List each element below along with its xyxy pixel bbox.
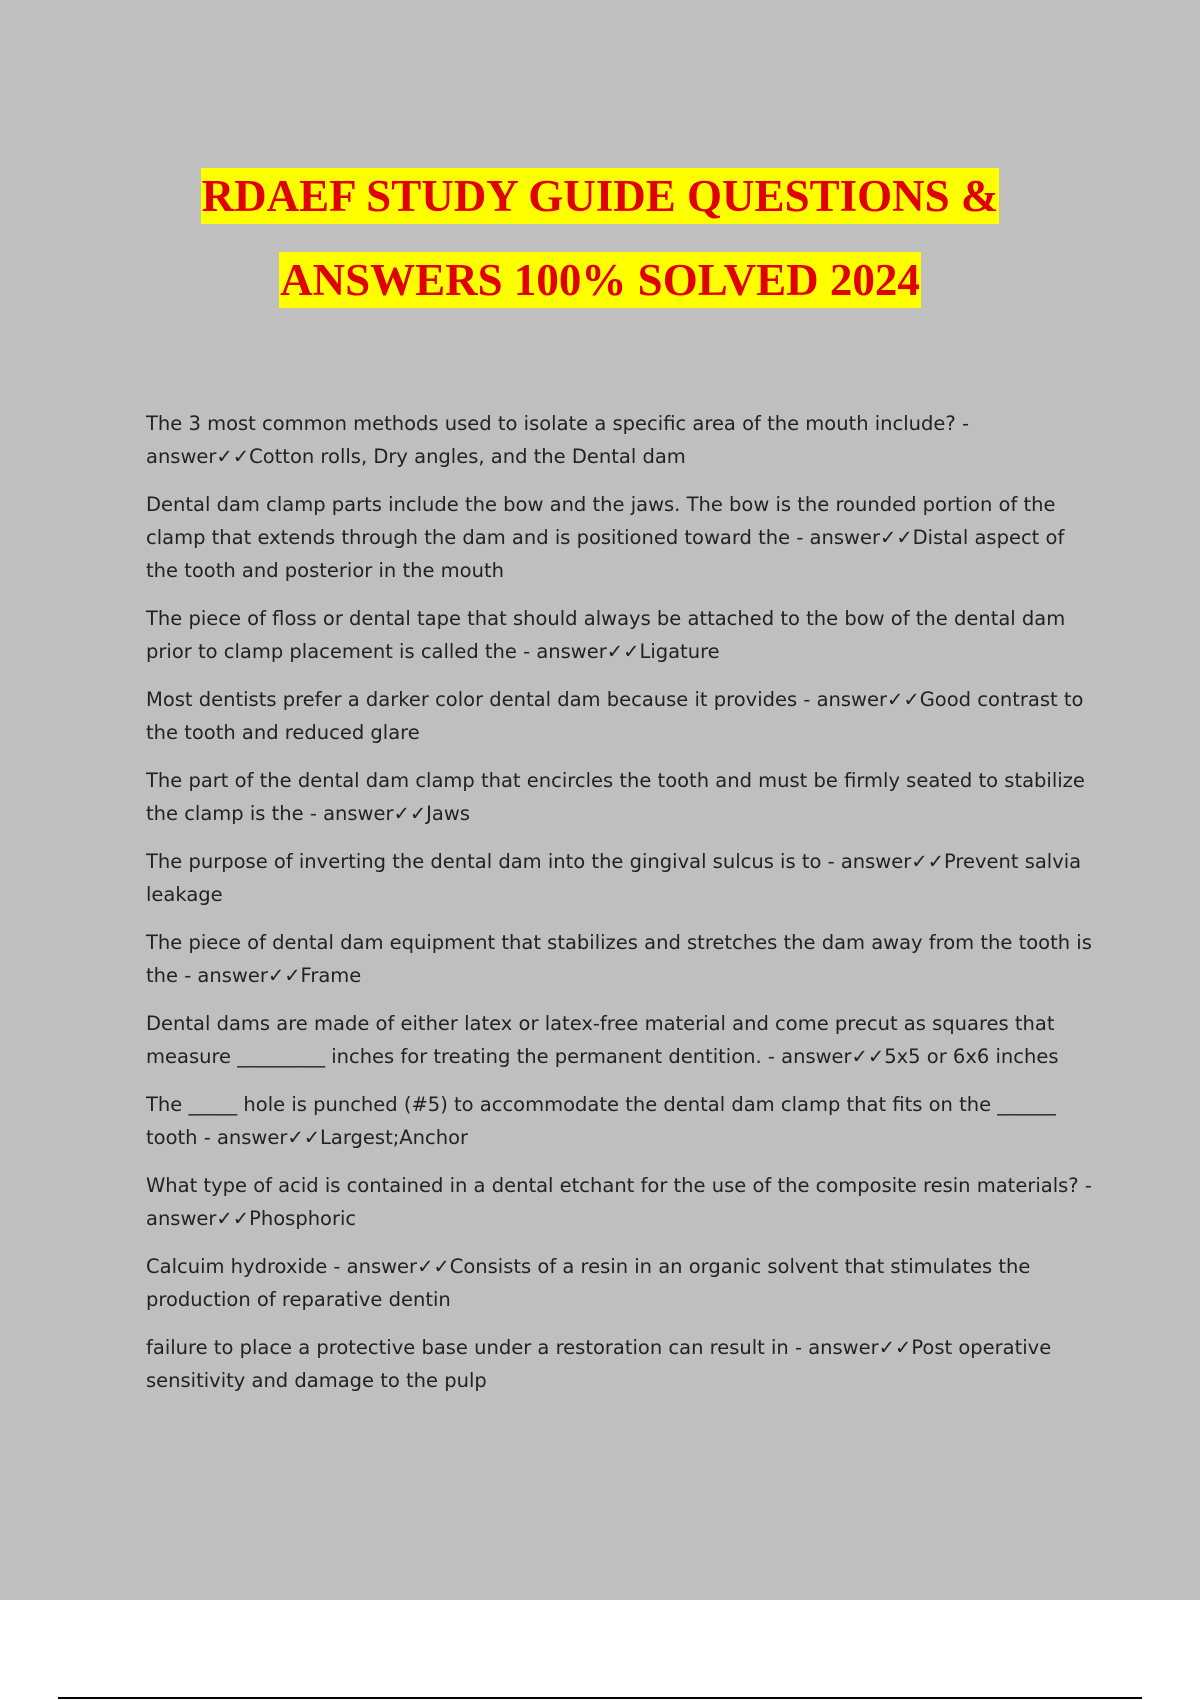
title-line-2: ANSWERS 100% SOLVED 2024 <box>279 252 921 308</box>
qa-item: The purpose of inverting the dental dam into the gingival sulcus is to - answer✓✓Prevent salvia leakage <box>146 850 1082 906</box>
qa-item: failure to place a protective base under a restoration can result in - answer✓✓Post operative sensitivity and damage to the pulp <box>146 1336 1052 1392</box>
qa-item: Calcuim hydroxide - answer✓✓Consists of a resin in an organic solvent that stimulates the production of reparative dentin <box>146 1255 1031 1311</box>
qa-item: The piece of floss or dental tape that should always be attached to the bow of the dental dam prior to clamp placement is called the - answer✓✓Ligature <box>146 607 1066 663</box>
qa-item: Most dentists prefer a darker color dental dam because it provides - answer✓✓Good contrast to the tooth and reduced glare <box>146 688 1084 744</box>
qa-item: Dental dam clamp parts include the bow and the jaws. The bow is the rounded portion of the clamp that extends through the dam and is positioned toward the - answer✓✓Distal aspect of the tooth and posterior in the mouth <box>146 493 1065 582</box>
document-title <box>0 168 1200 308</box>
title-line-1: RDAEF STUDY GUIDE QUESTIONS & <box>201 168 1000 224</box>
qa-item: The _____ hole is punched (#5) to accommodate the dental dam clamp that fits on the ______ tooth - answer✓✓Largest;Anchor <box>146 1093 1056 1149</box>
qa-item: Dental dams are made of either latex or latex-free material and come precut as squares that measure _________ inches for treating the permanent dentition. - answer✓✓5x5 or 6x6 inches <box>146 1012 1059 1068</box>
qa-item: The piece of dental dam equipment that stabilizes and stretches the dam away from the tooth is the - answer✓✓Frame <box>146 931 1092 987</box>
footer-divider <box>58 1697 1142 1699</box>
qa-list <box>146 407 1096 1412</box>
qa-item: What type of acid is contained in a dental etchant for the use of the composite resin materials? - answer✓✓Phosphoric <box>146 1174 1092 1230</box>
qa-item: The 3 most common methods used to isolate a specific area of the mouth include? - answer✓✓Cotton rolls, Dry angles, and the Dental dam <box>146 412 969 468</box>
qa-item: The part of the dental dam clamp that encircles the tooth and must be firmly seated to stabilize the clamp is the - answer✓✓Jaws <box>146 769 1085 825</box>
